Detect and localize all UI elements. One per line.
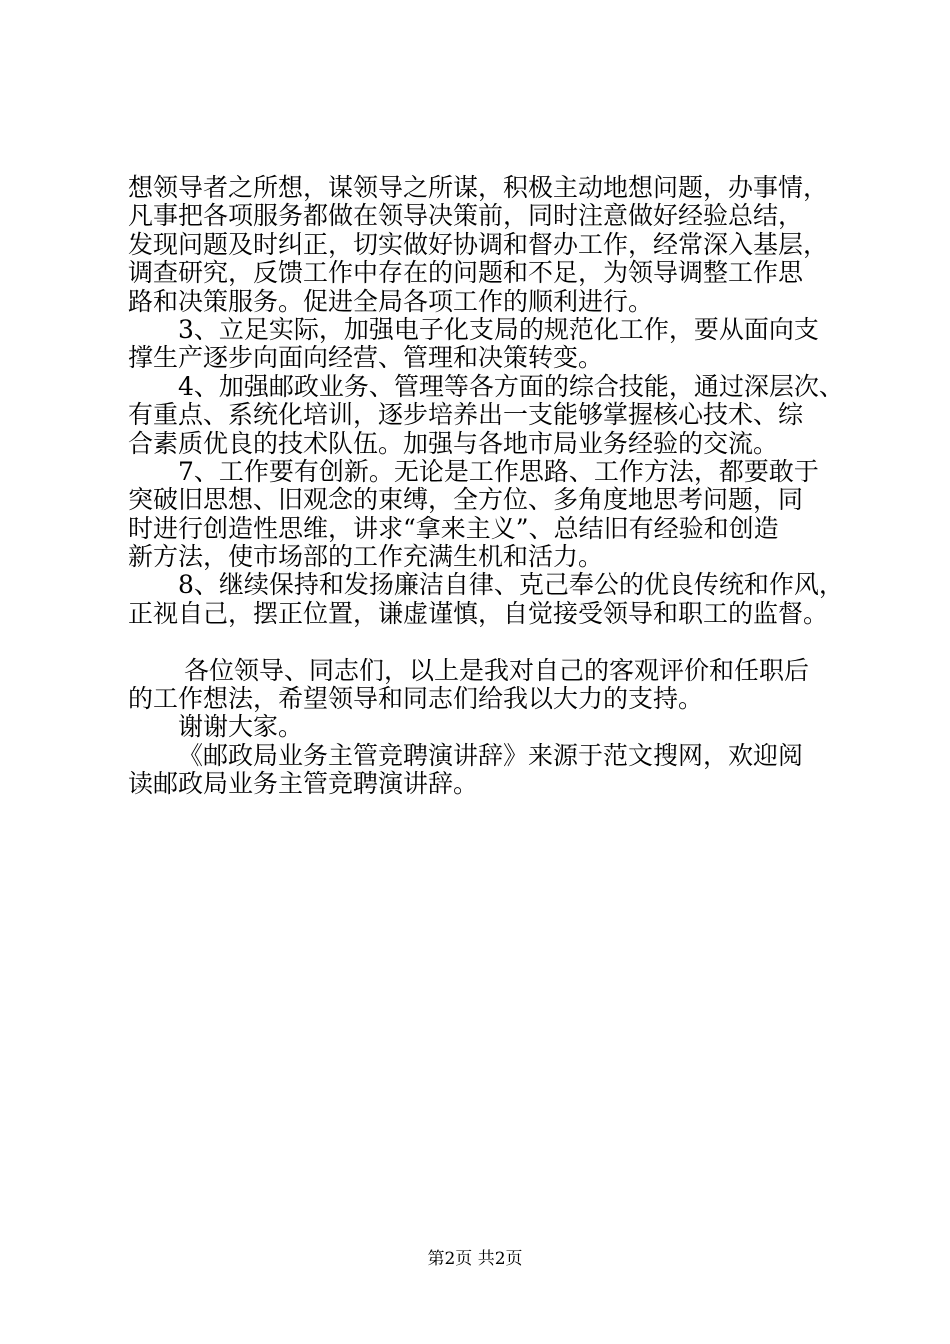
text-line: 路和决策服务。促进全局各项工作的顺利进行。 (128, 286, 654, 316)
text-line: 发现问题及时纠正，切实做好协调和督办工作，经常深入基层， (128, 229, 829, 259)
document-body (128, 173, 844, 799)
page-footer (0, 1244, 950, 1269)
text-line: 的工作想法，希望领导和同志们给我以大力的支持。 (128, 684, 704, 714)
text-line: 调查研究，反馈工作中存在的问题和不足，为领导调整工作思 (128, 258, 804, 288)
text-line: 谢谢大家。 (178, 712, 304, 742)
text-line: 撑生产逐步向面向经营、管理和决策转变。 (128, 343, 604, 373)
text-line: 《邮政局业务主管竞聘演讲辞》来源于范文搜网，欢迎阅 (178, 740, 804, 770)
text-line: 各位领导、同志们，以上是我对自己的客观评价和任职后 (184, 655, 810, 685)
text-line: 7、工作要有创新。无论是工作思路、工作方法，都要敢于 (178, 456, 819, 486)
text-line: 合素质优良的技术队伍。加强与各地市局业务经验的交流。 (128, 428, 779, 458)
text-line: 读邮政局业务主管竞聘演讲辞。 (128, 769, 479, 799)
text-line: 4、加强邮政业务、管理等各方面的综合技能，通过深层次、 (178, 371, 844, 401)
text-line: 有重点、系统化培训，逐步培养出一支能够掌握核心技术、综 (128, 400, 804, 430)
text-line: 正视自己，摆正位置，谦虚谨慎，自觉接受领导和职工的监督。 (128, 598, 829, 628)
page-number-label: 第2页 共2页 (427, 1249, 523, 1269)
text-line: 时进行创造性思维，讲求“拿来主义”、总结旧有经验和创造 (128, 513, 779, 543)
text-line: 想领导者之所想，谋领导之所谋，积极主动地想问题，办事情， (128, 173, 829, 202)
text-line: 凡事把各项服务都做在领导决策前，同时注意做好经验总结， (128, 201, 804, 231)
text-line: 新方法，使市场部的工作充满生机和活力。 (128, 542, 604, 572)
text-line: 突破旧思想、旧观念的束缚，全方位、多角度地思考问题，同 (128, 485, 804, 515)
text-line: 3、立足实际，加强电子化支局的规范化工作，要从面向支 (178, 314, 819, 344)
text-line: 8、继续保持和发扬廉洁自律、克己奉公的优良传统和作风， (178, 570, 844, 600)
paragraph-spacer (128, 628, 828, 656)
